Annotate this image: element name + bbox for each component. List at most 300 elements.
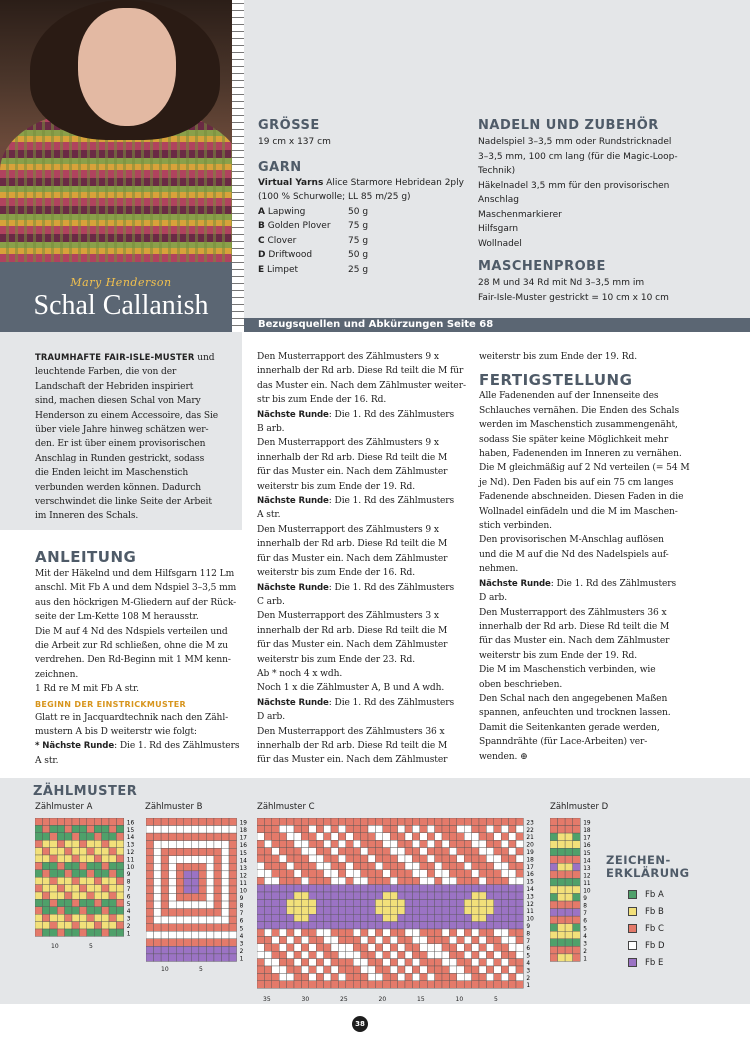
anleitung-star-line [35, 739, 245, 753]
chart-cell [486, 929, 493, 936]
chart-cell [324, 929, 331, 936]
chart-cell [573, 954, 581, 962]
chart-cell [316, 870, 323, 877]
chart-cell [94, 892, 101, 899]
chart-cell [199, 954, 207, 962]
line-text: innerhalb der Rd arb. Diese Rd teilt die M [257, 740, 448, 751]
chart-cell [472, 862, 479, 869]
chart-cell [287, 981, 294, 988]
row-number: 18 [526, 857, 534, 864]
legend-item [628, 886, 690, 903]
yarn-amount: 75 g [348, 235, 369, 246]
column-3-line [479, 692, 709, 706]
chart-cell [501, 951, 508, 958]
chart-cell [361, 907, 368, 914]
chart-cell [191, 856, 199, 864]
garn-heading: GARN [258, 159, 302, 175]
chart-cell [338, 877, 345, 884]
chart-cell [383, 936, 390, 943]
chart-cell [516, 899, 523, 906]
chart-cell [398, 892, 405, 899]
chart-cell [257, 848, 264, 855]
chart-cell [486, 959, 493, 966]
chart-cell [565, 916, 573, 924]
chart-cell [116, 892, 123, 899]
chart-cell [222, 826, 230, 834]
chart-cell [72, 855, 79, 862]
chart-cell [109, 922, 116, 929]
chart-cell [72, 825, 79, 832]
chart-cell [509, 833, 516, 840]
chart-cell [353, 981, 360, 988]
chart-cell [361, 944, 368, 951]
label-chart-a: Zählmuster A [35, 802, 93, 812]
chart-cell [398, 877, 405, 884]
chart-cell [565, 924, 573, 932]
chart-cell [361, 951, 368, 958]
chart-cell [301, 936, 308, 943]
bold-label: Nächste Runde [257, 582, 329, 593]
chart-cell [87, 892, 94, 899]
chart-cell [79, 862, 86, 869]
chart-cell [191, 894, 199, 902]
chart-cell [316, 981, 323, 988]
column-3-line [479, 533, 709, 547]
column-3-line [479, 663, 709, 677]
chart-cell [486, 825, 493, 832]
chart-cell [361, 818, 368, 825]
chart-cell [412, 959, 419, 966]
chart-cell [501, 899, 508, 906]
chart-cell [412, 825, 419, 832]
line-text: Die M im Maschenstich verbinden, wie [479, 665, 656, 676]
chart-cell [398, 951, 405, 958]
chart-cell [109, 833, 116, 840]
chart-cell [65, 907, 72, 914]
chart-cell [464, 922, 471, 929]
chart-cell [375, 929, 382, 936]
chart-c-tick: 35 [263, 996, 271, 1003]
chart-cell [287, 818, 294, 825]
chart-cell [338, 840, 345, 847]
chart-cell [229, 863, 237, 871]
chart-cell [279, 877, 286, 884]
chart-cell [573, 833, 581, 841]
chart-cell [176, 924, 184, 932]
row-number: 4 [526, 961, 531, 967]
chart-cell [558, 833, 566, 841]
row-number: 13 [126, 842, 135, 849]
chart-cell [87, 885, 94, 892]
column-3-line [479, 721, 709, 735]
chart-cell [361, 973, 368, 980]
row-number: 16 [526, 872, 534, 879]
chart-cell [346, 862, 353, 869]
chart-cell [65, 899, 72, 906]
column-2-line [257, 595, 472, 609]
chart-cell [472, 818, 479, 825]
chart-cell [294, 951, 301, 958]
chart-cell [486, 870, 493, 877]
chart-cell [390, 840, 397, 847]
yarn-row [258, 263, 368, 278]
chart-cell [390, 907, 397, 914]
chart-cell [375, 855, 382, 862]
chart-cell [501, 936, 508, 943]
chart-cell [449, 840, 456, 847]
chart-cell [449, 870, 456, 877]
chart-cell [222, 886, 230, 894]
chart-cell [558, 931, 566, 939]
chart-cell [287, 936, 294, 943]
chart-cell [558, 954, 566, 962]
chart-cell [324, 885, 331, 892]
chart-cell [87, 840, 94, 847]
nadeln-line: Häkelnadel 3,5 mm für den provisorischen [478, 180, 670, 191]
chart-cell [494, 877, 501, 884]
chart-cell [516, 951, 523, 958]
chart-cell [383, 885, 390, 892]
chart-cell [57, 929, 64, 936]
chart-cell [161, 894, 169, 902]
chart-cell [346, 825, 353, 832]
chart-cell [79, 929, 86, 936]
chart-cell [565, 833, 573, 841]
chart-cell [214, 931, 222, 939]
chart-cell [154, 924, 162, 932]
chart-cell [257, 840, 264, 847]
intro-line: Anschlag in Runden gestrickt, sodass [35, 453, 205, 464]
legend-swatch [628, 907, 637, 916]
chart-cell [222, 878, 230, 886]
chart-cell [229, 841, 237, 849]
chart-cell [427, 848, 434, 855]
chart-cell [169, 826, 177, 834]
chart-cell [558, 818, 566, 826]
chart-cell [324, 825, 331, 832]
chart-cell [573, 871, 581, 879]
chart-cell [420, 885, 427, 892]
chart-cell [257, 899, 264, 906]
chart-cell [294, 899, 301, 906]
anleitung-line: seite der Lm-Kette 108 M herausstr. [35, 612, 199, 623]
chart-cell [457, 914, 464, 921]
chart-cell [272, 840, 279, 847]
chart-cell [309, 877, 316, 884]
chart-cell [264, 840, 271, 847]
chart-cell [412, 818, 419, 825]
chart-cell [457, 907, 464, 914]
row-number: 11 [126, 857, 135, 864]
chart-cell [294, 870, 301, 877]
chart-cell [412, 922, 419, 929]
chart-cell [50, 922, 57, 929]
chart-cell [191, 909, 199, 917]
chart-cell [420, 855, 427, 862]
chart-cell [50, 914, 57, 921]
chart-cell [154, 946, 162, 954]
chart-cell [257, 885, 264, 892]
chart-cell [457, 855, 464, 862]
chart-cell [94, 833, 101, 840]
chart-cell [368, 944, 375, 951]
chart-cell [206, 916, 214, 924]
chart-cell [191, 886, 199, 894]
chart-cell [368, 951, 375, 958]
chart-cell [146, 878, 154, 886]
chart-cell [435, 870, 442, 877]
chart-cell [486, 914, 493, 921]
chart-cell [457, 959, 464, 966]
chart-cell [287, 914, 294, 921]
chart-cell [116, 848, 123, 855]
chart-cell [316, 877, 323, 884]
chart-cell [57, 840, 64, 847]
chart-cell [368, 981, 375, 988]
chart-cell [449, 833, 456, 840]
intro-line: über viele Jahre hinweg schätzen wer- [35, 425, 209, 436]
chart-cell [442, 973, 449, 980]
chart-cell [558, 924, 566, 932]
chart-cell [516, 885, 523, 892]
chart-cell [79, 818, 86, 825]
beginn-heading: BEGINN DER EINSTRICKMUSTER [35, 699, 186, 709]
chart-cell [346, 981, 353, 988]
chart-cell [427, 885, 434, 892]
chart-cell [361, 877, 368, 884]
chart-cell [509, 959, 516, 966]
chart-cell [309, 818, 316, 825]
chart-cell [331, 848, 338, 855]
chart-cell [214, 848, 222, 856]
chart-cell [229, 848, 237, 856]
chart-cell [102, 833, 109, 840]
chart-cell [420, 936, 427, 943]
yarn-color-name: Clover [264, 235, 297, 246]
chart-cell [486, 840, 493, 847]
chart-cell [309, 825, 316, 832]
chart-cell [457, 892, 464, 899]
chart-cell [109, 877, 116, 884]
chart-cell [368, 892, 375, 899]
legend-label: Fb E [645, 957, 664, 968]
chart-cell [229, 886, 237, 894]
chart-cell [146, 871, 154, 879]
chart-cell [390, 966, 397, 973]
column-3-line [479, 606, 709, 620]
chart-cell [316, 833, 323, 840]
chart-cell [65, 825, 72, 832]
chart-cell [199, 826, 207, 834]
chart-cell [35, 885, 42, 892]
chart-cell [324, 899, 331, 906]
chart-cell [346, 818, 353, 825]
column-2-line [257, 566, 472, 580]
chart-cell [420, 981, 427, 988]
row-number: 15 [126, 827, 135, 834]
chart-cell [301, 870, 308, 877]
line-text: D arb. [257, 712, 286, 723]
row-number: 8 [526, 931, 531, 938]
chart-cell [346, 907, 353, 914]
chart-cell [435, 973, 442, 980]
line-text: innerhalb der Rd arb. Diese Rd teilt die M [257, 452, 448, 463]
column-2-line [257, 523, 472, 537]
legend-item [628, 954, 690, 971]
chart-cell [338, 936, 345, 943]
chart-cell [516, 929, 523, 936]
chart-cell [435, 877, 442, 884]
chart-cell [405, 862, 412, 869]
column-2-line [257, 451, 472, 465]
chart-cell [264, 959, 271, 966]
chart-cell [442, 892, 449, 899]
line-text: Den Schal nach den angegebenen Maßen [479, 693, 668, 704]
chart-cell [346, 885, 353, 892]
nadeln-section [478, 118, 743, 305]
chart-cell [464, 914, 471, 921]
chart-cell [109, 825, 116, 832]
chart-cell [161, 924, 169, 932]
chart-cell [279, 973, 286, 980]
chart-c-bottom-numbers [257, 996, 537, 1006]
legend-items [628, 886, 690, 971]
chart-cell [42, 870, 49, 877]
chart-cell [398, 848, 405, 855]
chart-cell [176, 856, 184, 864]
chart-cell [472, 825, 479, 832]
chart-cell [427, 818, 434, 825]
chart-cell [338, 818, 345, 825]
chart-cell [550, 818, 558, 826]
chart-cell [449, 959, 456, 966]
chart-cell [494, 922, 501, 929]
chart-cell [420, 922, 427, 929]
chart-cell [102, 818, 109, 825]
chart-cell [383, 929, 390, 936]
chart-cell [375, 951, 382, 958]
chart-cell [427, 840, 434, 847]
chart-cell [494, 840, 501, 847]
chart-cell [427, 892, 434, 899]
chart-cell [435, 922, 442, 929]
chart-cell [573, 818, 581, 826]
chart-cell [50, 899, 57, 906]
chart-cell [72, 848, 79, 855]
yarn-color-name: Golden Plover [264, 221, 331, 231]
chart-a-grid [35, 818, 146, 937]
chart-cell [94, 862, 101, 869]
chart-cell [264, 922, 271, 929]
chart-cell [412, 870, 419, 877]
chart-cell [257, 981, 264, 988]
chart-cell [405, 885, 412, 892]
chart-cell [486, 899, 493, 906]
chart-cell [338, 959, 345, 966]
chart-cell [338, 870, 345, 877]
line-text: weiterstr bis zum Ende der 19. Rd. [257, 481, 416, 492]
row-number: 4 [583, 933, 587, 940]
column-3-line [479, 548, 709, 562]
chart-cell [464, 848, 471, 855]
chart-cell [412, 966, 419, 973]
chart-cell [199, 901, 207, 909]
chart-cell [324, 936, 331, 943]
chart-cell [169, 954, 177, 962]
chart-cell [272, 885, 279, 892]
chart-cell [501, 907, 508, 914]
chart-cell [442, 833, 449, 840]
chart-cell [368, 929, 375, 936]
chart-cell [72, 870, 79, 877]
chart-cell [427, 966, 434, 973]
chart-cell [472, 848, 479, 855]
chart-cell [214, 954, 222, 962]
chart-cell [214, 863, 222, 871]
chart-cell [479, 981, 486, 988]
chart-cell [573, 856, 581, 864]
chart-cell [573, 886, 581, 894]
chart-cell [464, 981, 471, 988]
chart-cell [353, 818, 360, 825]
column-3-line [479, 735, 709, 749]
chart-cell [494, 966, 501, 973]
chart-cell [102, 899, 109, 906]
chart-cell [331, 951, 338, 958]
chart-cell [338, 922, 345, 929]
chart-cell [72, 840, 79, 847]
chart-cell [176, 916, 184, 924]
chart-cell [550, 939, 558, 947]
chart-cell [516, 818, 523, 825]
chart-cell [301, 907, 308, 914]
row-number: 10 [583, 888, 591, 895]
column-3-line [479, 389, 709, 403]
chart-cell [87, 929, 94, 936]
chart-cell [294, 892, 301, 899]
chart-cell [214, 939, 222, 947]
chart-cell [479, 885, 486, 892]
line-text: Spanndrähte (für Lace-Arbeiten) ver- [479, 737, 648, 748]
chart-cell [94, 825, 101, 832]
chart-cell [550, 924, 558, 932]
chart-cell [435, 862, 442, 869]
chart-cell [550, 848, 558, 856]
chart-cell [287, 973, 294, 980]
chart-cell [222, 841, 230, 849]
chart-cell [287, 840, 294, 847]
chart-cell [184, 863, 192, 871]
row-number: 7 [583, 911, 587, 918]
chart-cell [102, 929, 109, 936]
chart-cell [324, 981, 331, 988]
chart-cell [405, 914, 412, 921]
chart-cell [222, 916, 230, 924]
chart-cell [154, 818, 162, 826]
column-3-line [479, 706, 709, 720]
chart-cell [509, 840, 516, 847]
chart-cell [169, 939, 177, 947]
chart-cell [442, 848, 449, 855]
chart-cell [199, 909, 207, 917]
chart-cell [464, 818, 471, 825]
chart-cell [420, 877, 427, 884]
chart-cell [501, 922, 508, 929]
column-2-line [257, 667, 472, 681]
chart-cell [191, 946, 199, 954]
chart-cell [294, 840, 301, 847]
chart-cell [573, 848, 581, 856]
